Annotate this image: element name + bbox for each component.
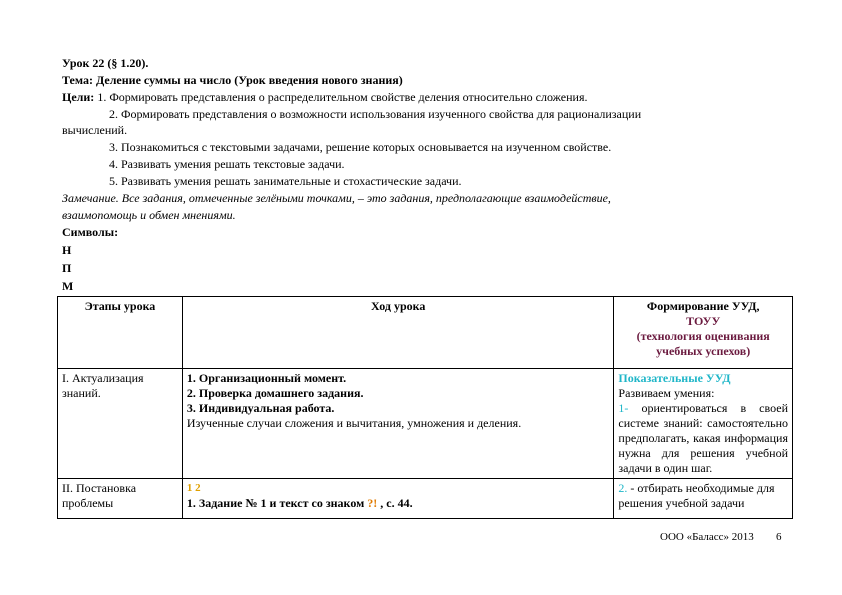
goal-4: 4. Развивать умения решать текстовые задачи. [109, 157, 345, 171]
row1-course [182, 369, 614, 479]
header-uud-sub: (технология оценивания учебных успехов) [636, 329, 770, 358]
row1-uud [614, 369, 793, 479]
row2-task-start: 1. Задание № 1 и текст со знаком [186, 496, 368, 510]
row1-item-3: 3. Индивидуальная работа. [186, 401, 335, 415]
symbol-m: М [62, 279, 74, 293]
goal-1-text: 1. Формировать представления о распределительном свойстве деления относительно сложения. [94, 90, 588, 104]
row2-stage: II. Постановка проблемы [58, 479, 183, 519]
row1-uud-text: ориентироваться в своей системе знаний: самостоятельно предполагать, какая информация нужна для решения учебной задачи в один шаг. [618, 401, 788, 475]
goal-3: 3. Познакомиться с текстовыми задачами, решение которых основывается на изученном свойстве. [109, 140, 612, 154]
header-uud [614, 297, 793, 369]
row2-dots: 1 2 [186, 482, 201, 494]
header-uud-toyu: ТОУУ [686, 314, 721, 328]
row2-course [182, 479, 614, 519]
row1-item-2: 2. Проверка домашнего задания. [186, 386, 364, 400]
row2-uud-num: 2. [618, 481, 628, 495]
symbol-p: П [62, 261, 72, 275]
row2-task-mark: ?! [367, 496, 378, 510]
header-course: Ход урока [182, 297, 614, 369]
lesson-plan-table [57, 296, 793, 519]
topic-text: Деление суммы на число (Урок введения нового знания) [92, 73, 403, 87]
goal-1 [62, 90, 587, 104]
row1-uud-num: 1- [618, 401, 629, 415]
symbols-label: Символы: [62, 225, 119, 239]
goal-2b: вычислений. [62, 123, 128, 137]
footer-publisher: ООО «Баласс» 2013 [660, 531, 754, 543]
header-uud-title: Формирование УУД, [646, 299, 760, 313]
topic-line [62, 73, 403, 87]
lesson-title: Урок 22 (§ 1.20). [62, 56, 149, 70]
row2-task [187, 496, 610, 511]
header-stages: Этапы урока [58, 297, 183, 369]
table-row [58, 369, 793, 479]
row1-text: Изученные случаи сложения и вычитания, умножения и деления. [186, 416, 522, 430]
goals-label: Цели: [62, 90, 95, 104]
row1-uud-skill [618, 401, 788, 476]
row1-item-1: 1. Организационный момент. [186, 371, 347, 385]
goal-5: 5. Развивать умения решать занимательные и стохастические задачи. [109, 174, 462, 188]
row1-uud-title: Показательные УУД [618, 371, 731, 385]
page-number: 6 [776, 531, 782, 543]
table-header-row [58, 297, 793, 369]
table-row [58, 479, 793, 519]
note-line-1: Замечание. Все задания, отмеченные зелёными точками, – это задания, предполагающие взаимодействие, [62, 191, 611, 205]
row2-uud-text: - отбирать необходимые для решения учебной задачи [618, 481, 775, 510]
topic-label: Тема: [62, 73, 93, 87]
row1-uud-develop: Развиваем умения: [618, 386, 715, 400]
symbol-n: Н [62, 243, 72, 257]
goal-2a: 2. Формировать представления о возможности использования изученного свойства для рационализации [109, 107, 642, 121]
row2-uud [614, 479, 793, 519]
row1-stage: I. Актуализация знаний. [58, 369, 183, 479]
note-line-2: взаимопомощь и обмен мнениями. [62, 208, 236, 222]
row2-task-end: , с. 44. [377, 496, 413, 510]
